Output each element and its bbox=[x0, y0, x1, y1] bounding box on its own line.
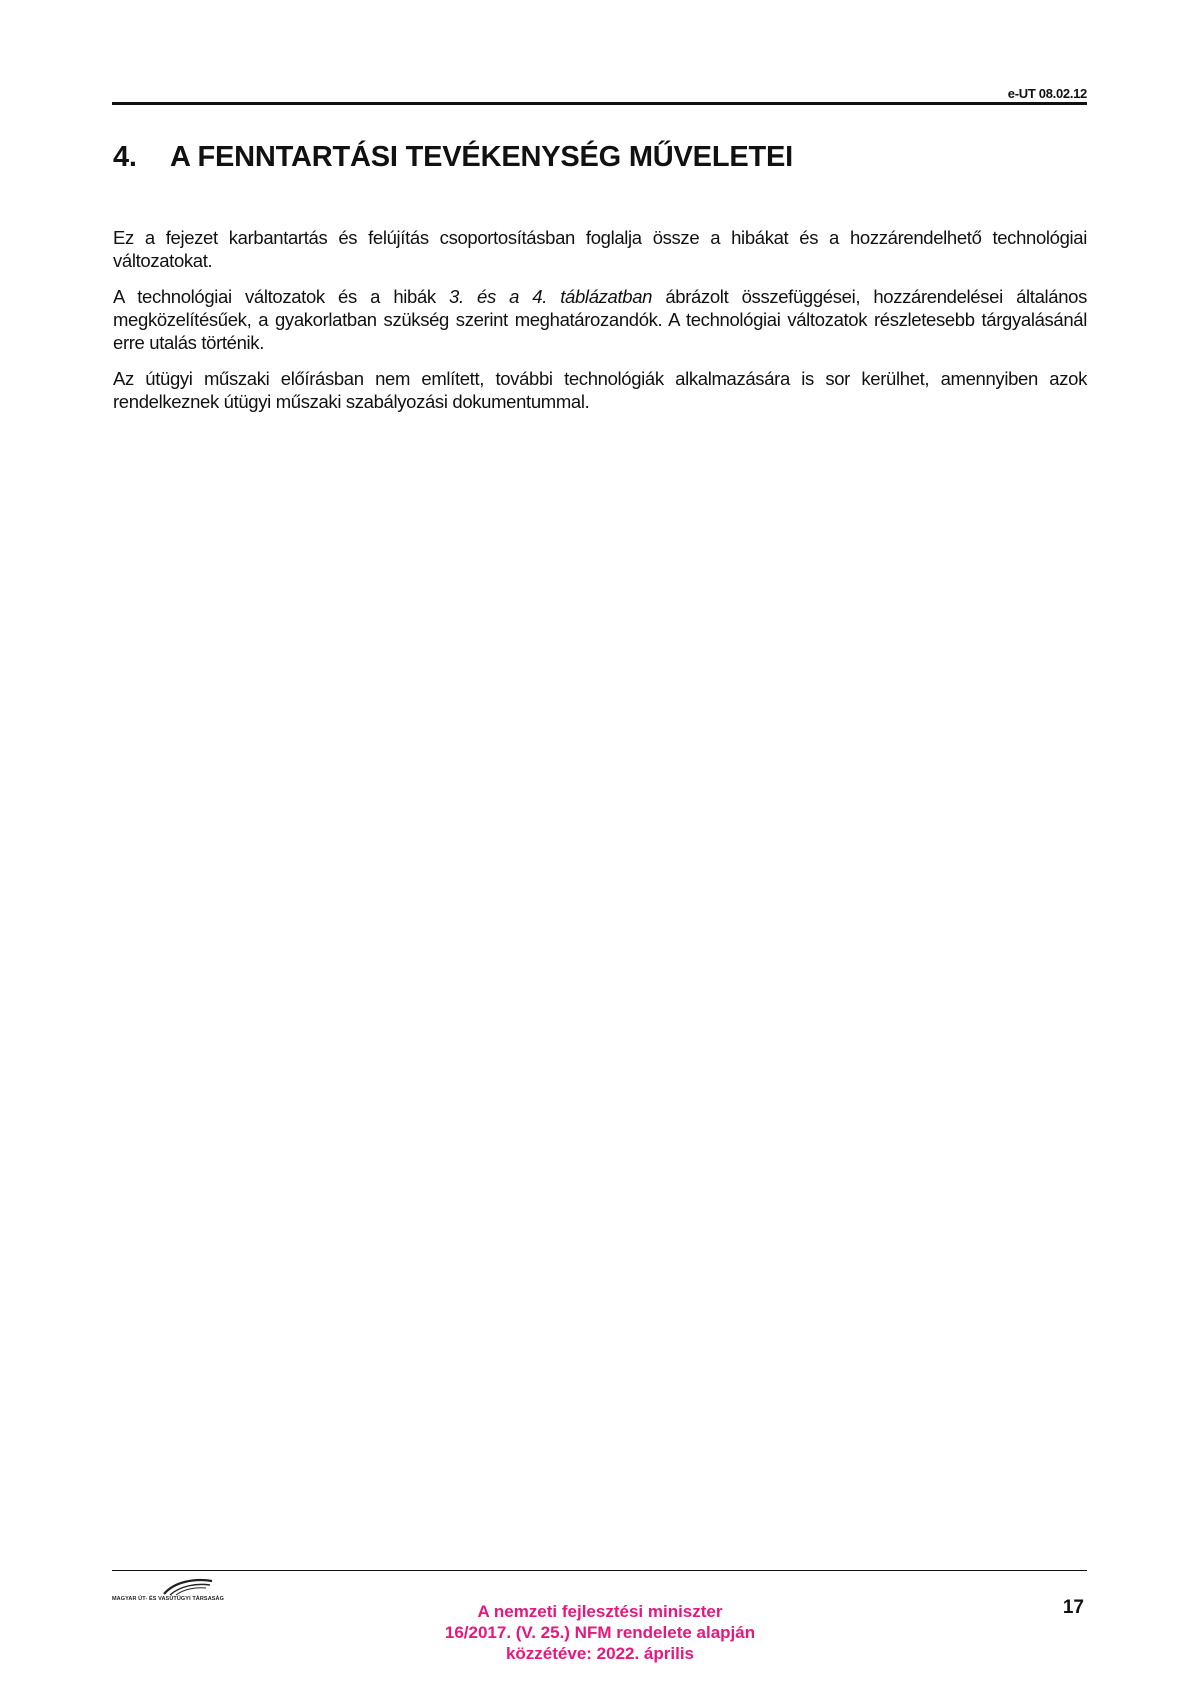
paragraph-2-end: ábrázolt összefüggései, hozzárendelései általános megközelítésűek, a gyakorlatban szükség szerint meghatározandók. A technológiai változatok részletesebb tárgyalásánál erre utalás történik. bbox=[113, 286, 1087, 353]
footer-divider bbox=[112, 1570, 1087, 1571]
table-reference: 3. és a 4. táblázatban bbox=[449, 286, 653, 307]
road-arc-logo-icon bbox=[112, 1577, 262, 1597]
header-divider bbox=[112, 102, 1087, 105]
publisher-logo-text: MAGYAR ÚT- ÉS VASÚTÜGYI TÁRSASÁG bbox=[112, 1596, 224, 1602]
body-text bbox=[113, 226, 1087, 426]
chapter-number: 4. bbox=[113, 141, 137, 173]
chapter-title-text: A FENNTARTÁSI TEVÉKENYSÉG MŰVELETEI bbox=[170, 141, 793, 173]
paragraph-1: Ez a fejezet karbantartás és felújítás csoportosításban foglalja össze a hibákat és a hozzárendelhető technológiai változatokat. bbox=[113, 227, 1087, 271]
notice-line-2: 16/2017. (V. 25.) NFM rendelete alapján bbox=[444, 1623, 756, 1642]
publisher-logo bbox=[112, 1577, 262, 1607]
notice-line-1: A nemzeti fejlesztési miniszter bbox=[477, 1602, 723, 1621]
document-code: e-UT 08.02.12 bbox=[1007, 86, 1087, 101]
paragraph-2 bbox=[113, 285, 1087, 354]
paragraph-2-start: A technológiai változatok és a hibák bbox=[113, 286, 450, 307]
chapter-title bbox=[113, 141, 793, 174]
publication-notice bbox=[395, 1601, 805, 1664]
page-number: 17 bbox=[1062, 1597, 1084, 1618]
notice-line-3: közzétéve: 2022. április bbox=[505, 1644, 695, 1663]
paragraph-3: Az útügyi műszaki előírásban nem említett, további technológiák alkalmazására is sor kerülhet, amennyiben azok rendelkeznek útügyi műszaki szabályozási dokumentummal. bbox=[113, 368, 1087, 412]
